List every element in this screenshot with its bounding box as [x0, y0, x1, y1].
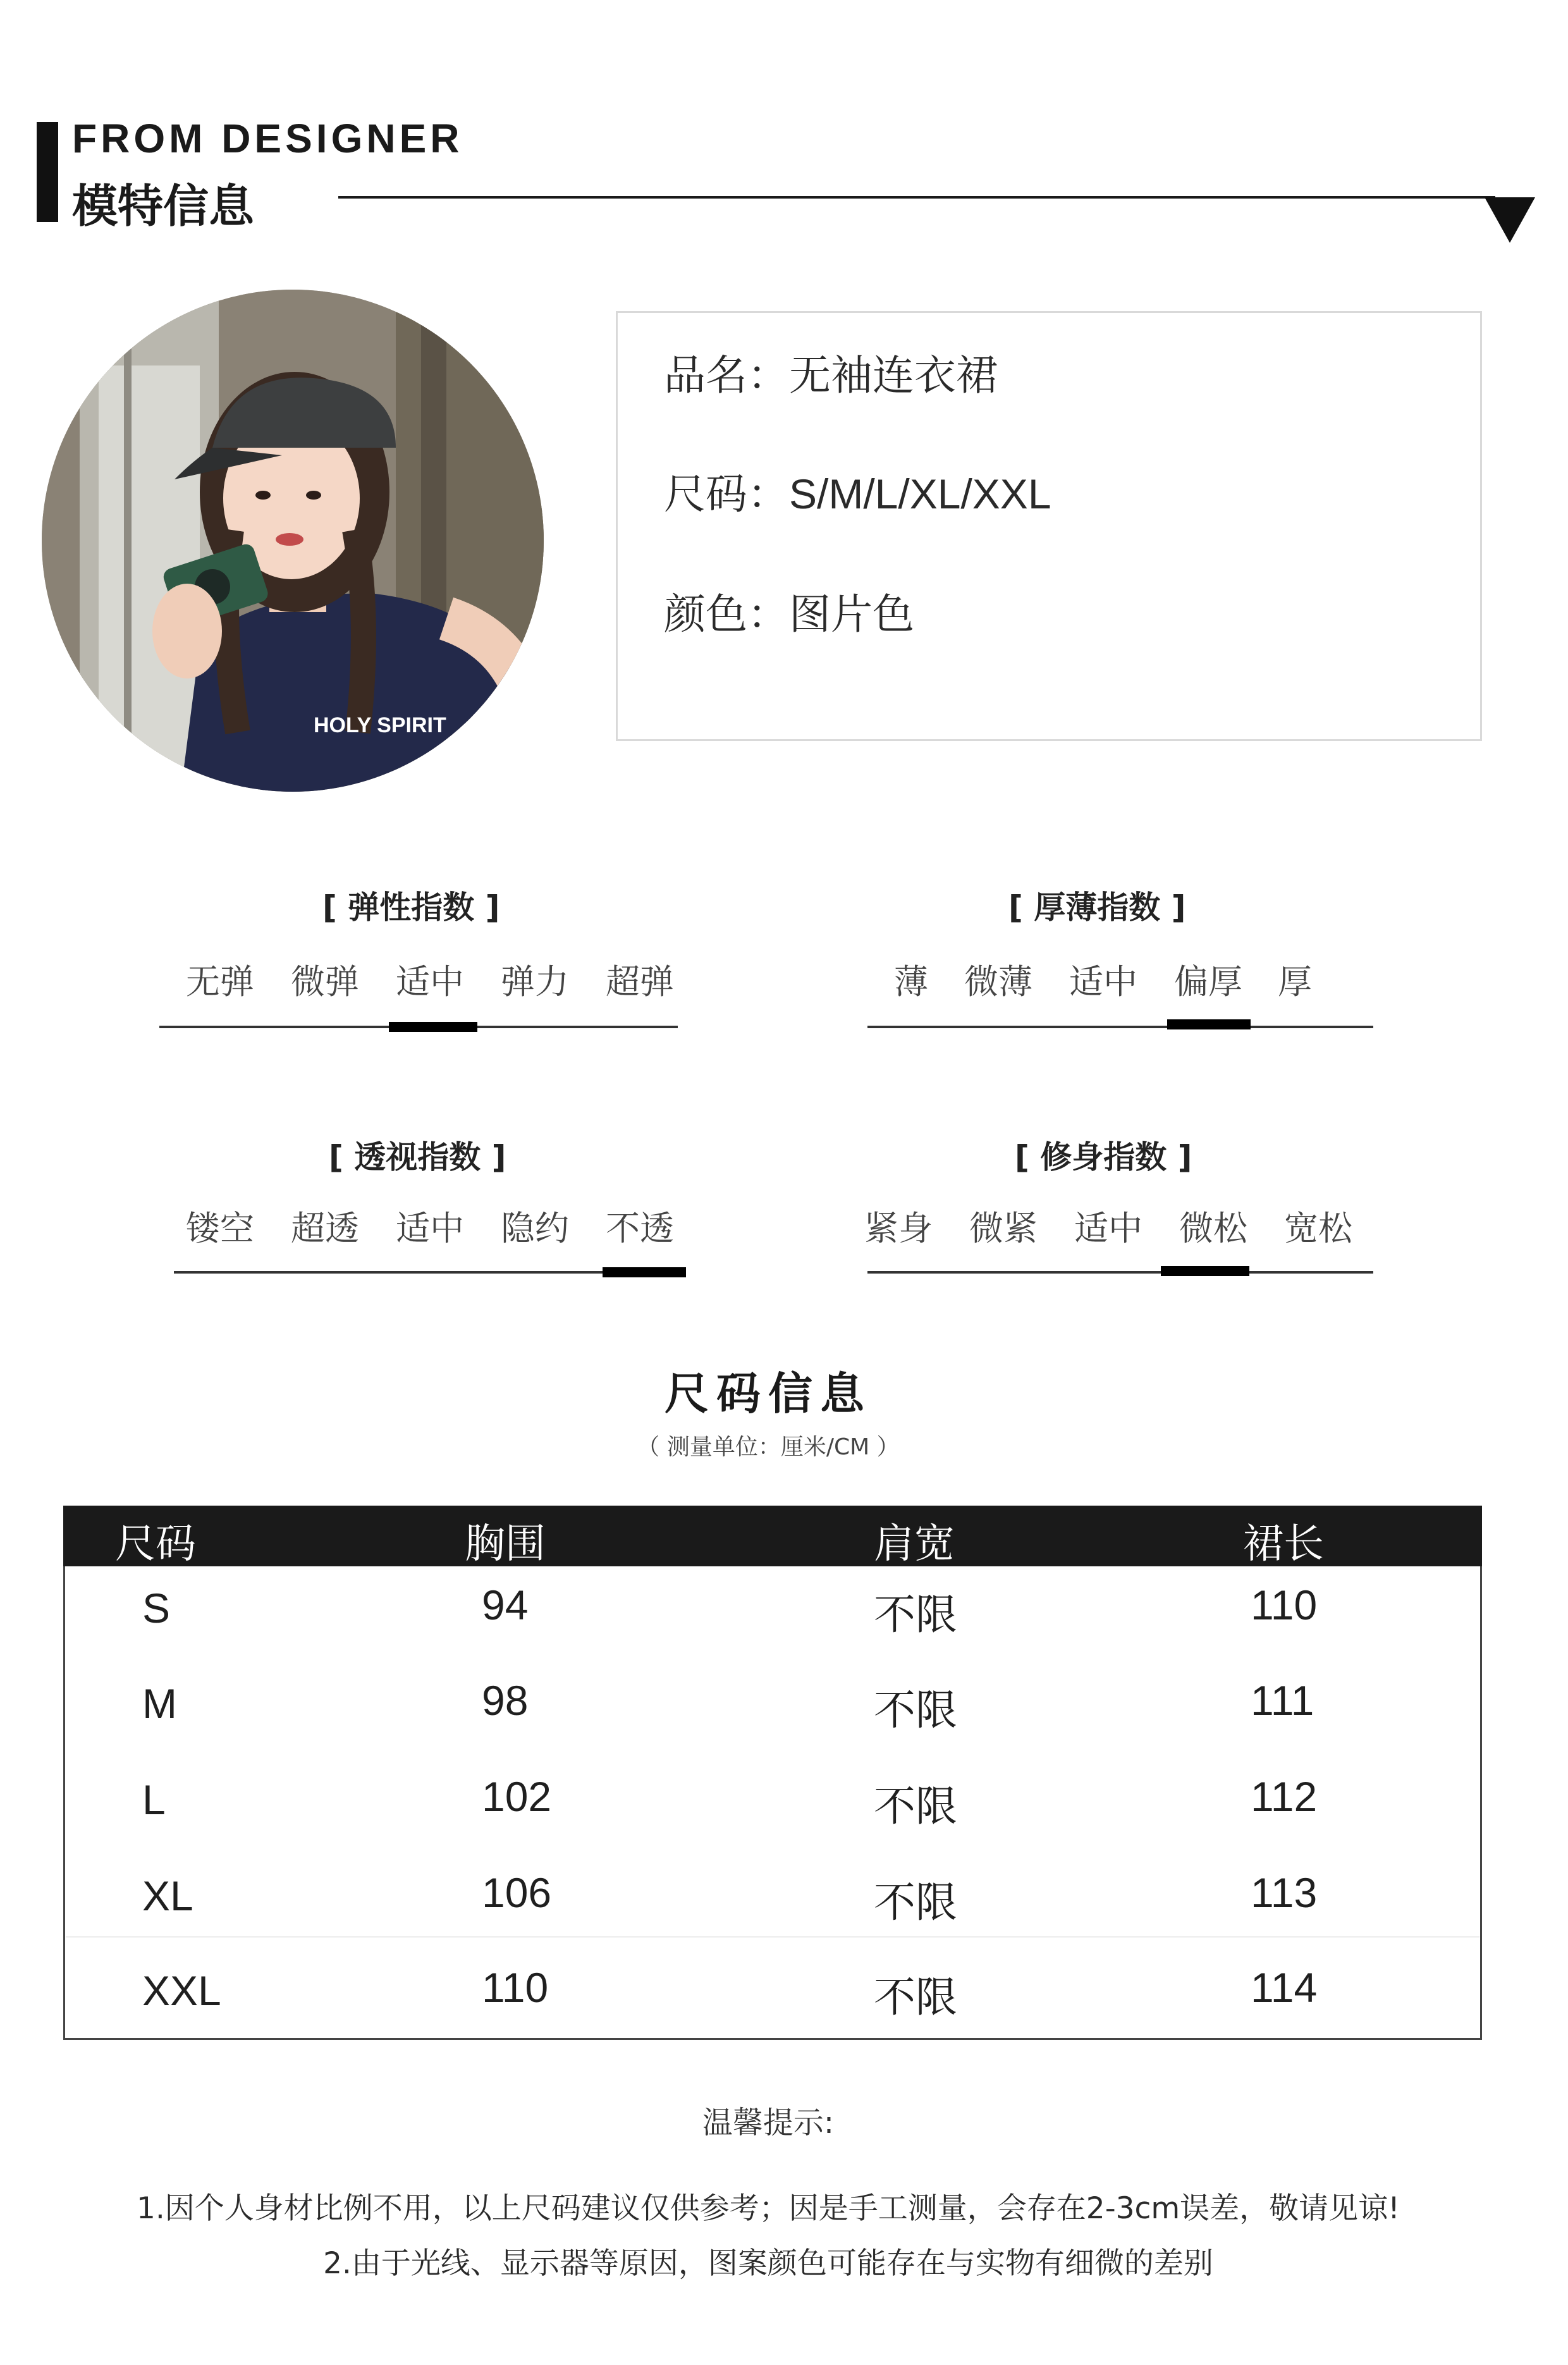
thickness-option: 厚: [1278, 962, 1312, 1002]
table-cell-size: S: [142, 1585, 171, 1631]
sheer-option: 镂空: [186, 1208, 254, 1248]
fit-option: 微紧: [969, 1208, 1038, 1248]
tips-line-1: 1.因个人身材比例不用，以上尺码建议仅供参考；因是手工测量，会存在2-3cm误差，敬请见谅!: [136, 2191, 1400, 2226]
column-header-shoulder: 肩宽: [874, 1521, 955, 1568]
elastic-option: 超弹: [606, 962, 674, 1002]
table-cell-chest: 110: [482, 1964, 549, 2011]
product-color-label: 颜色：: [664, 590, 789, 639]
product-name-value: 无袖连衣裙: [789, 351, 998, 400]
sheer-selected-marker: [603, 1267, 686, 1277]
product-size-row: [664, 460, 1051, 520]
table-cell-chest: 98: [482, 1677, 529, 1724]
sheer-option: 不透: [606, 1208, 674, 1248]
table-cell-size: L: [142, 1776, 166, 1823]
thickness-option: 偏厚: [1174, 962, 1242, 1002]
table-cell-shoulder: 不限: [874, 1878, 957, 1927]
size-info-title: 尺码信息: [665, 1368, 872, 1420]
table-cell-size: M: [142, 1680, 177, 1727]
table-cell-length: 110: [1251, 1582, 1318, 1628]
model-photo: [42, 290, 544, 792]
fit-option: 宽松: [1284, 1208, 1352, 1248]
table-row-divider: [66, 1936, 1479, 1938]
column-header-chest: 胸围: [465, 1521, 546, 1568]
table-cell-chest: 102: [482, 1773, 552, 1820]
tips-line-2: 2.由于光线、显示器等原因，图案颜色可能存在与实物有细微的差别: [323, 2246, 1213, 2281]
column-header-size: 尺码: [115, 1521, 196, 1568]
thickness-option: 薄: [894, 962, 928, 1002]
table-cell-shoulder: 不限: [874, 1686, 957, 1735]
product-color-value: 图片色: [789, 590, 914, 639]
table-cell-chest: 94: [482, 1582, 529, 1628]
header-accent-bar: [37, 122, 58, 222]
elastic-option: 微弹: [291, 962, 359, 1002]
thickness-selected-marker: [1167, 1019, 1251, 1029]
table-cell-length: 114: [1251, 1964, 1318, 2011]
elastic-index-title: [ 弹性指数 ]: [322, 889, 500, 926]
triangle-down-icon: [1485, 197, 1535, 243]
header-divider: [338, 196, 1495, 199]
table-cell-shoulder: 不限: [874, 1590, 957, 1639]
model-photo-illustration: [42, 290, 544, 792]
product-size-value: S/M/L/XL/XXL: [789, 470, 1051, 517]
elastic-option: 适中: [396, 962, 464, 1002]
product-size-label: 尺码：: [664, 470, 789, 519]
sheer-index-title: [ 透视指数 ]: [329, 1139, 506, 1176]
thickness-index-title: [ 厚薄指数 ]: [1008, 889, 1186, 926]
fit-option: 适中: [1074, 1208, 1142, 1248]
table-cell-shoulder: 不限: [874, 1973, 957, 2022]
table-cell-length: 111: [1251, 1677, 1314, 1724]
table-cell-size: XL: [142, 1872, 193, 1919]
thickness-option: 适中: [1069, 962, 1137, 1002]
thickness-scale-line: [867, 1026, 1373, 1028]
fit-index-title: [ 修身指数 ]: [1015, 1139, 1192, 1176]
fit-scale-line: [867, 1271, 1373, 1274]
sheer-option: 适中: [396, 1208, 464, 1248]
size-info-subtitle: （ 测量单位：厘米/CM ）: [637, 1434, 900, 1460]
fit-selected-marker: [1161, 1266, 1249, 1276]
tips-title: 温馨提示:: [702, 2105, 835, 2141]
table-cell-chest: 106: [482, 1869, 552, 1916]
sheer-option: 隐约: [501, 1208, 569, 1248]
thickness-option: 微薄: [964, 962, 1032, 1002]
table-cell-size: XXL: [142, 1967, 221, 2014]
header-chinese-title: 模特信息: [72, 180, 255, 233]
elastic-selected-marker: [389, 1022, 477, 1032]
table-cell-shoulder: 不限: [874, 1782, 957, 1831]
shirt-print: HOLY SPIRIT: [314, 713, 446, 737]
elastic-option: 无弹: [186, 962, 254, 1002]
fit-option: 微松: [1179, 1208, 1247, 1248]
product-name-label: 品名：: [664, 351, 789, 400]
table-cell-length: 112: [1251, 1773, 1318, 1820]
header-english-title: FROM DESIGNER: [72, 116, 463, 161]
fit-option: 紧身: [864, 1208, 933, 1248]
column-header-length: 裙长: [1243, 1521, 1324, 1568]
elastic-option: 弹力: [501, 962, 569, 1002]
product-color-row: [664, 580, 914, 641]
table-cell-length: 113: [1251, 1869, 1318, 1916]
sheer-option: 超透: [291, 1208, 359, 1248]
product-name-row: [664, 341, 998, 402]
